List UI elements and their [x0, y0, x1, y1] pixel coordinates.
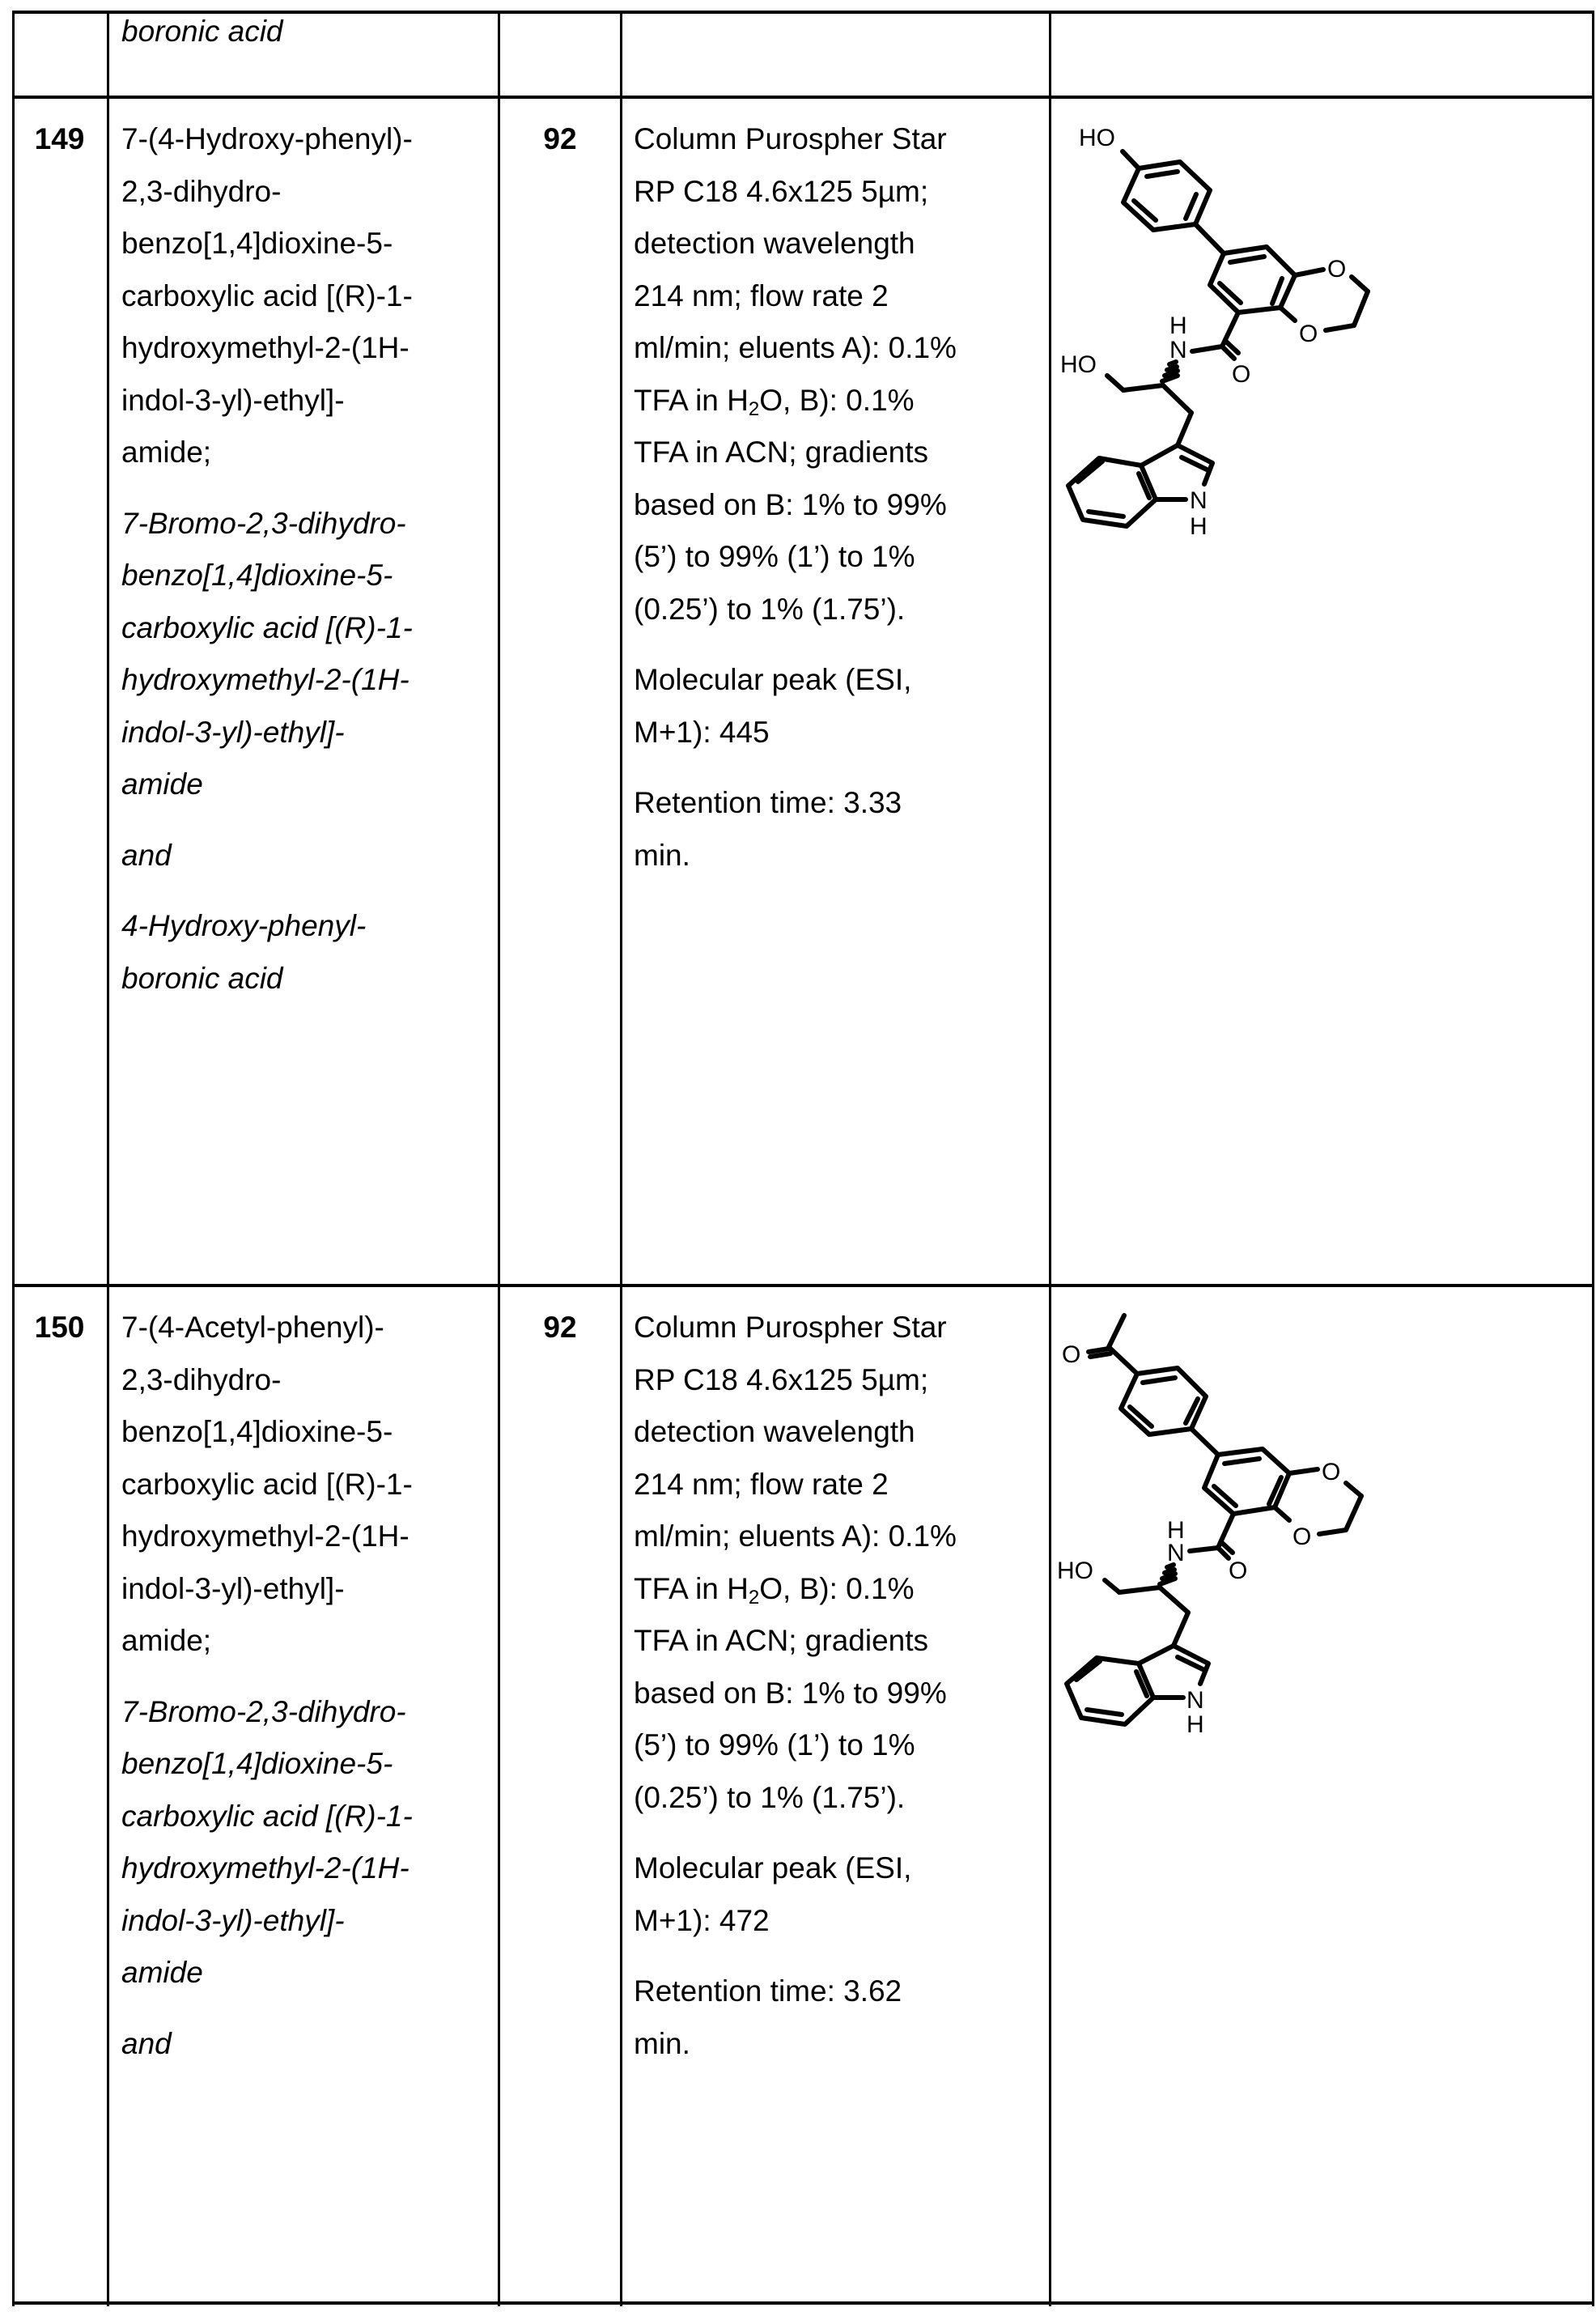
- name-line: carboxylic acid [(R)-1-: [121, 1467, 413, 1501]
- reactants-cell: [121, 6, 283, 58]
- reactant-line: amide: [121, 1956, 203, 1989]
- table-bottom-border: [12, 2301, 1594, 2305]
- reactant-paragraph: [121, 1686, 413, 1999]
- table-left-border: [12, 11, 15, 2306]
- reactant-line: indol-3-yl)-ethyl]-: [121, 715, 345, 749]
- retention-time: [634, 777, 957, 882]
- conditions-line: (5’) to 99% (1’) to 1%: [634, 1728, 915, 1761]
- carbonyl-o-label: O: [1232, 361, 1251, 388]
- conditions-line: TFA in $H_2O$, B): 0.1%: [634, 1571, 915, 1608]
- column-divider: [1049, 11, 1051, 2306]
- molecular-peak: [634, 1842, 957, 1947]
- name-line: 7-(4-Hydroxy-phenyl)-: [121, 122, 413, 155]
- conditions-line: 214 nm; flow rate 2: [634, 278, 889, 312]
- reactant-line: benzo[1,4]dioxine-5-: [121, 1747, 393, 1780]
- name-line: 2,3-dihydro-: [121, 1362, 282, 1396]
- row-divider: [12, 1284, 1594, 1287]
- conditions-line: Column Purospher Star: [634, 122, 947, 155]
- reactant-line: carboxylic acid [(R)-1-: [121, 610, 413, 644]
- dioxine-o2-label: O: [1299, 321, 1318, 347]
- indole-h-label: H: [1186, 1711, 1204, 1738]
- name-line: carboxylic acid [(R)-1-: [121, 278, 413, 312]
- name-line: benzo[1,4]dioxine-5-: [121, 227, 393, 260]
- chemical-structure-150: [1052, 1295, 1586, 1878]
- conditions-line: RP C18 4.6x125 5µm;: [634, 1362, 929, 1396]
- conditions-line: Column Purospher Star: [634, 1311, 947, 1344]
- name-line: indol-3-yl)-ethyl]-: [121, 383, 345, 417]
- conditions-line: ml/min; eluents A): 0.1%: [634, 1519, 957, 1553]
- column-divider: [620, 11, 622, 2306]
- hydroxyl-label: HO: [1057, 1557, 1093, 1584]
- conditions-line: Molecular peak (ESI,: [634, 1851, 912, 1885]
- compound-id: 149: [34, 122, 85, 155]
- hydroxy-label: HO: [1079, 125, 1115, 151]
- reactant-line: boronic acid: [121, 15, 283, 48]
- conditions-line: min.: [634, 838, 690, 872]
- column-divider: [107, 11, 109, 2306]
- hydroxyl-label: HO: [1060, 351, 1097, 378]
- name-line: amide;: [121, 1624, 212, 1657]
- conditions-line: TFA in ACN; gradients: [634, 436, 929, 469]
- reactant-line: 7-Bromo-2,3-dihydro-: [121, 1694, 406, 1728]
- reactant-line: 4-Hydroxy-phenyl-: [121, 909, 367, 942]
- conditions-line: min.: [634, 2026, 690, 2060]
- reactant-paragraph: [121, 498, 413, 811]
- conditions-line: based on B: 1% to 99%: [634, 487, 947, 521]
- column-divider: [498, 11, 500, 2306]
- conditions-line: M+1): 445: [634, 715, 770, 749]
- conditions-line: (5’) to 99% (1’) to 1%: [634, 540, 915, 573]
- reactant-line: 7-Bromo-2,3-dihydro-: [121, 506, 406, 540]
- indole-h-label: H: [1190, 513, 1208, 540]
- conditions-line: (0.25’) to 1% (1.75’).: [634, 592, 906, 626]
- conditions-line: TFA in $H_2O$, B): 0.1%: [634, 383, 915, 420]
- compound-id: 150: [34, 1311, 85, 1344]
- method-number: 92: [543, 122, 577, 155]
- amide-n-label: N: [1167, 1540, 1185, 1566]
- reactant-paragraph: [121, 830, 413, 882]
- chemical-structure-149: [1052, 97, 1586, 680]
- dioxine-o1-label: O: [1327, 256, 1347, 283]
- compound-name: [121, 113, 413, 479]
- name-line: amide;: [121, 436, 212, 469]
- name-line: indol-3-yl)-ethyl]-: [121, 1571, 345, 1605]
- analytics-cell: [634, 113, 957, 900]
- conditions-line: Molecular peak (ESI,: [634, 663, 912, 696]
- reactant-paragraph: [121, 900, 413, 1005]
- reactant-line: carboxylic acid [(R)-1-: [121, 1799, 413, 1833]
- conditions-line: Retention time: 3.33: [634, 786, 902, 819]
- compound-name-cell: [121, 113, 413, 1023]
- name-line: 2,3-dihydro-: [121, 174, 282, 208]
- reactant-line: and: [121, 838, 172, 872]
- reactant-paragraph: [121, 2018, 413, 2071]
- indole-n-label: N: [1190, 487, 1208, 514]
- method-number: 92: [543, 1311, 577, 1344]
- reactant-line: amide: [121, 767, 203, 801]
- conditions-line: detection wavelength: [634, 227, 915, 260]
- compound-name-cell: [121, 1302, 413, 2089]
- reactant-line: hydroxymethyl-2-(1H-: [121, 1851, 410, 1885]
- acetyl-o-label: O: [1062, 1341, 1081, 1368]
- conditions-line: based on B: 1% to 99%: [634, 1676, 947, 1710]
- reactant-line: benzo[1,4]dioxine-5-: [121, 559, 393, 592]
- compound-name: [121, 1302, 413, 1668]
- dioxine-o2-label: O: [1293, 1523, 1312, 1550]
- name-line: hydroxymethyl-2-(1H-: [121, 331, 410, 364]
- conditions-line: (0.25’) to 1% (1.75’).: [634, 1780, 906, 1814]
- molecular-peak: [634, 654, 957, 759]
- name-line: hydroxymethyl-2-(1H-: [121, 1519, 410, 1553]
- hplc-conditions: [634, 1302, 957, 1824]
- conditions-line: ml/min; eluents A): 0.1%: [634, 331, 957, 364]
- conditions-line: TFA in ACN; gradients: [634, 1624, 929, 1657]
- conditions-line: 214 nm; flow rate 2: [634, 1467, 889, 1501]
- table-right-border: [1592, 11, 1594, 2306]
- reactant-line: indol-3-yl)-ethyl]-: [121, 1903, 345, 1937]
- dioxine-o1-label: O: [1322, 1459, 1341, 1485]
- hplc-conditions: [634, 113, 957, 635]
- analytics-cell: [634, 1302, 957, 2089]
- conditions-line: detection wavelength: [634, 1415, 915, 1448]
- name-line: benzo[1,4]dioxine-5-: [121, 1415, 393, 1448]
- name-line: 7-(4-Acetyl-phenyl)-: [121, 1311, 384, 1344]
- reactant-line: boronic acid: [121, 961, 283, 995]
- indole-n-label: N: [1186, 1687, 1204, 1714]
- reactant-line: and: [121, 2026, 172, 2060]
- amide-h-label: H: [1167, 1517, 1185, 1544]
- carbonyl-o-label: O: [1229, 1557, 1248, 1584]
- conditions-line: RP C18 4.6x125 5µm;: [634, 174, 929, 208]
- amide-n-label: N: [1169, 337, 1187, 363]
- amide-h-label: H: [1169, 312, 1187, 339]
- reactant-line: hydroxymethyl-2-(1H-: [121, 663, 410, 696]
- retention-time: [634, 1965, 957, 2070]
- conditions-line: Retention time: 3.62: [634, 1974, 902, 2008]
- conditions-line: M+1): 472: [634, 1903, 770, 1937]
